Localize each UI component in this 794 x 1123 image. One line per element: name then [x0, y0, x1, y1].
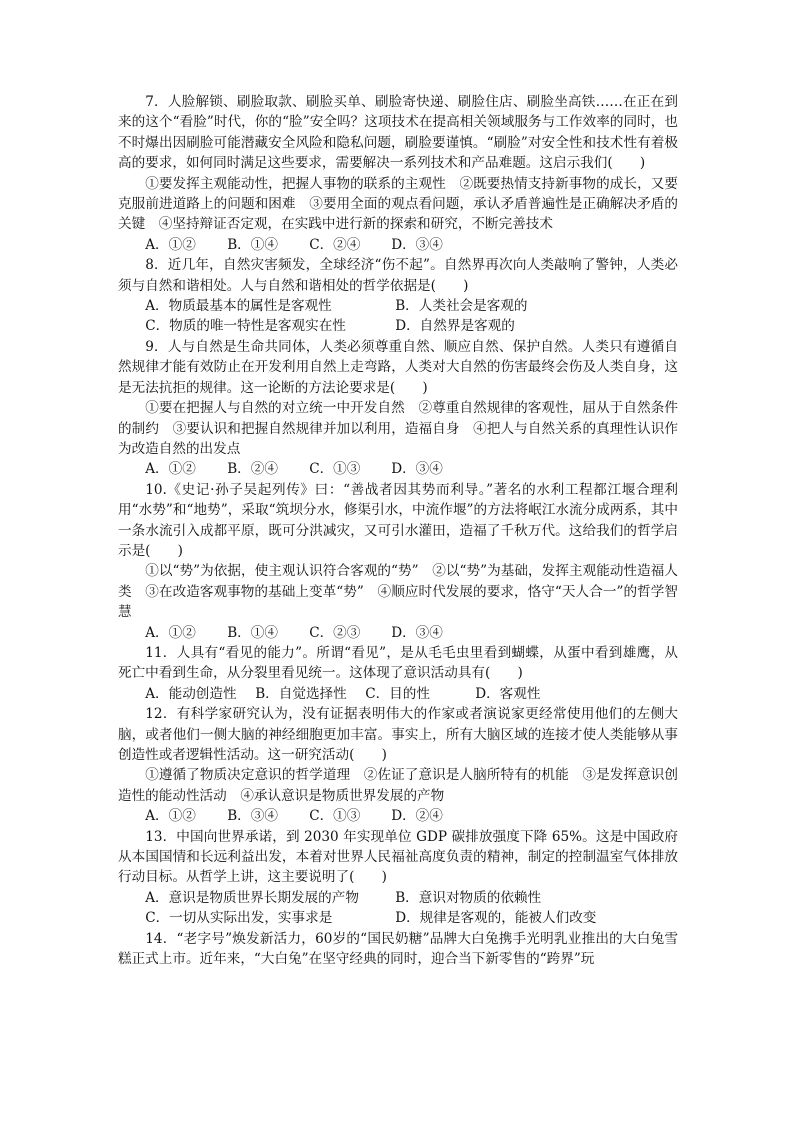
answer-options: [145, 459, 678, 479]
option-c: C．物质的唯一特性是客观实在性: [145, 318, 346, 335]
question-13: [118, 827, 678, 929]
option-c: C．目的性: [365, 685, 430, 702]
answer-options-row-2: [145, 908, 678, 928]
option-d: D．客观性: [475, 685, 541, 702]
question-stem: 12．有科学家研究认为，没有证据表明伟大的作家或者演说家更经常使用他们的左侧大脑，或者他们一侧大脑的神经细胞更加丰富。事实上，所有大脑区域的连接才使人类能够从事创造性或者逻辑性活动。这一研究活动( ): [118, 706, 678, 763]
option-a: A．①②: [145, 461, 196, 478]
answer-options: [145, 684, 678, 704]
question-stem: 9．人与自然是生命共同体，人类必须尊重自然、顺应自然、保护自然。人类只有遵循自然规律才能有效防止在开发利用自然上走弯路，人类对大自然的伤害最终会伤及人类自身，这是无法抗拒的规律。这一论断的方法论要求是( ): [118, 338, 678, 396]
option-a: A．意识是物质世界长期发展的产物: [145, 889, 359, 906]
option-c: C．②③: [309, 624, 361, 641]
question-stem: 14．“老字号”焕发新活力，60岁的“国民奶糖”品牌大白兔携手光明乳业推出的大白兔雪糕正式上市。近年来，“大白兔”在坚守经典的同时，迎合当下新零售的“跨界”玩: [118, 930, 678, 968]
option-a: A．物质最基本的属性是客观性: [145, 298, 332, 315]
option-b: B．②④: [227, 461, 278, 478]
question-7: [118, 92, 678, 255]
question-10: [118, 480, 678, 643]
question-statements: ①以“势”为依据，使主观认识符合客观的“势” ②以“势”为基础，发挥主观能动性造福人类 ③在改造客观事物的基础上变革“势” ④顺应时代发展的要求，恪守“天人合一”的哲学智慧: [118, 563, 678, 621]
answer-options: [145, 806, 678, 826]
answer-options: [145, 623, 678, 643]
option-d: D．③④: [391, 461, 443, 478]
answer-options: [145, 235, 678, 255]
option-c: C．①③: [309, 808, 361, 825]
option-b: B．意识对物质的依赖性: [395, 889, 542, 906]
answer-options-row-2: [145, 316, 678, 336]
option-d: D．自然界是客观的: [395, 318, 515, 335]
question-9: [118, 337, 678, 480]
exam-page: [118, 92, 678, 969]
answer-options-row-1: [145, 296, 678, 316]
option-d: D．③④: [391, 236, 443, 253]
option-a: A．①②: [145, 624, 196, 641]
option-c: C．①③: [309, 461, 361, 478]
option-a: A．①②: [145, 236, 196, 253]
option-a: A．能动创造性: [145, 685, 237, 702]
question-statements: ①要发挥主观能动性，把握人事物的联系的主观性 ②既要热情支持新事物的成长，又要克服前进道路上的问题和困难 ③要用全面的观点看问题，承认矛盾普遍性是正确解决矛盾的关键 ④坚持辩证否定观，在实践中进行新的探索和研究，不断完善技术: [118, 175, 678, 233]
question-14: [118, 929, 678, 970]
option-a: A．①②: [145, 808, 196, 825]
question-11: [118, 643, 678, 704]
option-b: B．自觉选择性: [255, 685, 347, 702]
question-stem: 8．近几年，自然灾害频发，全球经济“伤不起”。自然界再次向人类敲响了警钟，人类必须与自然和谐相处。人与自然和谐相处的哲学依据是( ): [118, 257, 678, 294]
option-c: C．②④: [309, 236, 361, 253]
option-b: B．①④: [227, 624, 278, 641]
question-stem: 11．人具有“看见的能力”。所谓“看见”，是从毛毛虫里看到蝴蝶，从蛋中看到雄鹰，从死亡中看到生命，从分裂里看见统一。这体现了意识活动具有( ): [118, 644, 678, 682]
question-stem: 13．中国向世界承诺，到 2030 年实现单位 GDP 碳排放强度下降 65%。这是中国政府从本国国情和长远利益出发，本着对世界人民福祉高度负责的精神，制定的控制温室气体排放行动目标。从哲学上讲，这主要说明了( ): [118, 828, 678, 886]
question-8: [118, 255, 678, 337]
question-stem: 7．人脸解锁、刷脸取款、刷脸买单、刷脸寄快递、刷脸住店、刷脸坐高铁……在正在到来的这个“看脸”时代，你的“脸”安全吗？这项技术在提高相关领域服务与工作效率的同时，也不时爆出因刷脸可能潜藏安全风险和隐私问题，刷脸要谨慎。“刷脸”对安全性和技术性有着极高的要求，如何同时满足这些要求，需要解决一系列技术和产品难题。这启示我们( ): [118, 94, 678, 172]
option-d: D．规律是客观的，能被人们改变: [395, 910, 597, 927]
answer-options-row-1: [145, 888, 678, 908]
question-statements: ①遵循了物质决定意识的哲学道理 ②佐证了意识是人脑所特有的机能 ③是发挥意识创造性的能动性活动 ④承认意识是物质世界发展的产物: [118, 767, 678, 804]
question-stem: 10.《史记·孙子吴起列传》曰：“善战者因其势而利导。”著名的水利工程都江堰合理利用“水势”和“地势”，采取“筑坝分水，修渠引水，中流作堰”的方法将岷江水流分成两系，其中一条水流引入成都平原，既可分洪减灾，又可引水灌田，造福了千秋万代。这给我们的哲学启示是( ): [118, 481, 678, 559]
option-b: B．③④: [227, 808, 278, 825]
option-b: B．①④: [227, 236, 278, 253]
question-statements: ①要在把握人与自然的对立统一中开发自然 ②尊重自然规律的客观性，屈从于自然条件的制约 ③要认识和把握自然规律并加以利用，造福自身 ④把人与自然关系的真理性认识作为改造自然的出发点: [118, 400, 678, 457]
question-12: [118, 704, 678, 826]
option-c: C．一切从实际出发，实事求是: [145, 910, 333, 927]
option-b: B．人类社会是客观的: [395, 298, 528, 315]
option-d: D．②④: [391, 808, 443, 825]
option-d: D．③④: [391, 624, 443, 641]
